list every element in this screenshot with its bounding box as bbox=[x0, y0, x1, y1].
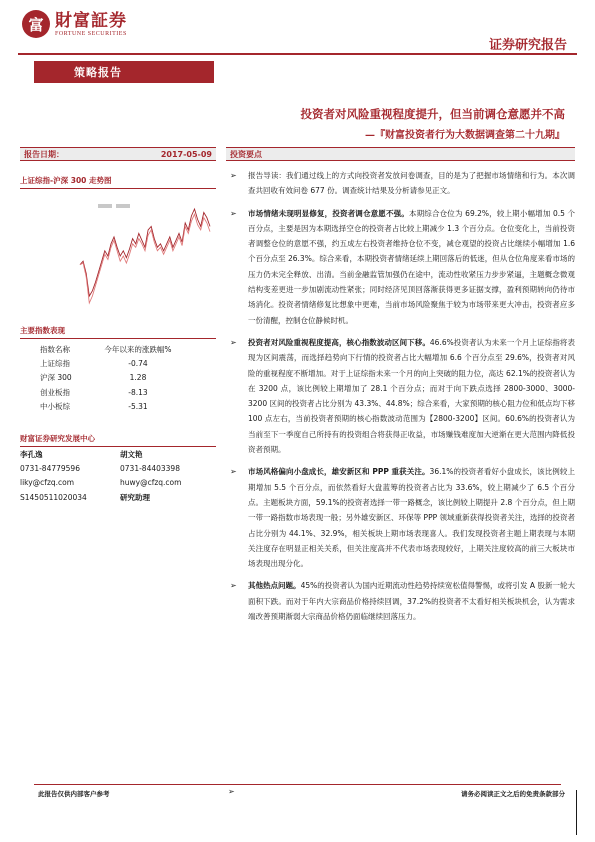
key-points-list bbox=[226, 168, 575, 624]
analyst-2-email[interactable]: huwy@cfzq.com bbox=[120, 478, 182, 488]
footer-divider bbox=[34, 784, 561, 785]
key-point-item bbox=[226, 335, 575, 457]
key-point-text: 46.6%投资者认为未来一个月上证综指将表现为区间震荡，而选择趋势向下行情的投资者占比大幅增加 6.6 个百分点至 29.6%，投资者对风险的重视程度不断增加。对于上证综指未来一个月的向上突破的阻力位，高达 62.1%的投资者认为在 3200 点，该比例较上期增加了 28.1 个百分点；而对于向下跌点选择 2800-3000、3000-3200 区间的投资者占比分别为 43.3%、44.8%；综合来看，大家预期的核心阻力位和低点均下移 100 点左右，当前投资者预期的核心指数波动范围为【2800-3200】区间。60.6%的投资者认为当前至下一季度自己所持有的投资组合将获得正收益，市场赚钱难度加大逆渐在更大范围内降低投资者预期。 bbox=[248, 337, 575, 455]
company-logo bbox=[22, 10, 127, 38]
index-change: -8.13 bbox=[128, 387, 148, 397]
table-row bbox=[20, 385, 216, 399]
index-col-name: 指数名称 bbox=[40, 344, 70, 354]
footer-side-rule bbox=[576, 790, 577, 835]
report-date-bar bbox=[20, 147, 216, 161]
index-section-title: 主要指数表现 bbox=[20, 325, 216, 339]
index-name: 中小板综 bbox=[40, 401, 70, 411]
analyst-2-name: 胡文艳 bbox=[120, 450, 143, 460]
analyst-phones bbox=[20, 462, 216, 476]
analyst-emails bbox=[20, 476, 216, 490]
index-col-change: 今年以来的涨跌幅% bbox=[104, 344, 172, 354]
key-point-item bbox=[226, 464, 575, 571]
index-change: -0.74 bbox=[128, 358, 148, 368]
key-point-headline: 市场风格偏向小盘成长，雄安新区和 PPP 重获关注。 bbox=[248, 467, 430, 477]
report-date-label: 报告日期： bbox=[24, 149, 64, 159]
key-point-item bbox=[226, 578, 575, 624]
logo-icon: 富 bbox=[22, 10, 50, 38]
analyst-1-name: 李孔逸 bbox=[20, 450, 43, 460]
table-row bbox=[20, 356, 216, 370]
key-point-item bbox=[226, 206, 575, 328]
analyst-2-phone: 0731-84403398 bbox=[120, 464, 180, 474]
index-change: 1.28 bbox=[129, 373, 147, 383]
sidebar bbox=[20, 147, 216, 504]
report-date-value: 2017-05-09 bbox=[160, 149, 212, 159]
analyst-1-phone: 0731-84779596 bbox=[20, 464, 80, 474]
footer-left-note: 此报告仅供内部客户参考 bbox=[38, 790, 110, 798]
bullet-arrow-icon: ➢ bbox=[230, 208, 237, 218]
index-table bbox=[20, 342, 216, 413]
key-point-headline: 投资者对风险重视程度提高，核心指数波动区间下移。 bbox=[248, 337, 430, 347]
key-point-item bbox=[226, 168, 575, 199]
logo-english-name: FORTUNE SECURITIES bbox=[55, 30, 127, 37]
analyst-contacts bbox=[20, 447, 216, 504]
key-point-headline: 市场情绪未现明显修复，投资者调仓意愿不强。 bbox=[248, 208, 409, 218]
index-change: -5.31 bbox=[128, 401, 148, 411]
bullet-arrow-icon: ➢ bbox=[230, 581, 237, 591]
legend-swatch-1 bbox=[98, 204, 112, 208]
chart-legend bbox=[98, 204, 130, 208]
table-row bbox=[20, 371, 216, 385]
key-point-text: 本期综合仓位为 69.2%，较上期小幅增加 0.5 个百分点，主要是因为本期选择空仓的投资者占比较上期减少 1.3 个百分点。仓位变化上，当前投资者调整仓位的意愿不强，约五成左右投资者维持仓位不变，减仓观望的投资占比继续小幅增加 1.6 个百分点至 26.3%。综合来看，本期投资者情绪延续上期回落后的低迷，但从仓位角度来看市场的压力仍未完全释放、出清。当前金融监管加强仍在途中，流动性收紧压力步步紧逼，主题概念微观结构变差更进一步加剧流动性紧张；同时经济见顶回落渐获得更多证据支撑，盈利预期转向仍待市场消化。投资者情绪修复比想象中更难，当前市场风险聚焦于较为市场带来更大冲击，投资者应多一份清醒，控制仓位静候时机。 bbox=[248, 208, 576, 325]
chart-section-title: 上证综指-沪深 300 走势图 bbox=[20, 175, 216, 189]
contact-section-title: 财富证券研究发展中心 bbox=[20, 433, 216, 447]
report-subtitle: —『财富投资者行为大数据调查第二十九期』 bbox=[365, 130, 565, 141]
bullet-arrow-icon: ➢ bbox=[230, 467, 237, 477]
key-point-text: 36.1%的投资者看好小盘成长，该比例较上期增加 5.5 个百分点，而依然看好大盘蓝筹的投资者占比为 33.6%，较上期减少了 6.5 个百分点。主题板块方面，59.1%的投资者选择一带一路概念，该比例较上期提升 2.8 个百分点，但上期一带一路指数市场表现一般；另外雄安新区、环保等 PPP 领域重新获得投资者关注，选择的投资者占比分别为 44.1%、32.9%，相关板块上期市场表现喜人。我们发现投资者主题上期表现与本期关注度存在明显正相关关系，但关注度高并不代表市场表现较好，上期关注度较高的前三大板块市场表现出现分化。 bbox=[248, 467, 575, 569]
header-divider bbox=[18, 53, 577, 55]
footer-arrow-icon: ➢ bbox=[228, 787, 235, 796]
series-line-2 bbox=[80, 214, 210, 303]
analyst-1-license: S1450511020034 bbox=[20, 492, 87, 502]
summary-column bbox=[226, 147, 575, 631]
key-point-text: 报告导读：我们通过线上的方式向投资者发放问卷调查，目的是为了把握市场情绪和行为。本次调查共回收有效问卷 677 份。调查统计结果及分析请参见正文。 bbox=[248, 171, 575, 196]
key-point-headline: 其他热点问题。 bbox=[248, 581, 301, 591]
index-name: 沪深 300 bbox=[40, 373, 72, 383]
summary-heading: 投资要点 bbox=[226, 147, 575, 161]
logo-name: 財富証券 bbox=[55, 10, 127, 31]
analyst-2-role: 研究助理 bbox=[120, 492, 150, 502]
index-trend-chart bbox=[20, 191, 216, 309]
bullet-arrow-icon: ➢ bbox=[230, 337, 237, 347]
report-type: 证券研究报告 bbox=[488, 38, 567, 53]
key-point-text: 45%的投资者认为国内近期流动性趋势持续宽松值得警惕，或将引发 A 股新一轮大面积下跌。而对于年内大宗商品价格持续回调，37.2%的投资者不太看好相关板块机会，认为需求端改善预期渐弱大宗商品价格仍面临继续回落压力。 bbox=[248, 581, 575, 622]
analyst-credentials bbox=[20, 490, 216, 504]
analyst-1-email[interactable]: liky@cfzq.com bbox=[20, 478, 75, 488]
index-name: 上证综指 bbox=[40, 358, 70, 368]
legend-swatch-2 bbox=[116, 204, 130, 208]
report-title: 投资者对风险重视程度提升，但当前调仓意愿并不高 bbox=[300, 107, 565, 121]
bullet-arrow-icon: ➢ bbox=[230, 171, 237, 180]
trend-chart-svg bbox=[20, 191, 216, 309]
category-banner: 策略报告 bbox=[34, 61, 214, 83]
table-row bbox=[20, 399, 216, 413]
index-table-header bbox=[20, 342, 216, 356]
footer-disclaimer: 请务必阅读正文之后的免责条款部分 bbox=[461, 790, 565, 798]
analyst-names bbox=[20, 447, 216, 461]
index-name: 创业板指 bbox=[40, 387, 70, 397]
series-line-1 bbox=[80, 209, 210, 296]
